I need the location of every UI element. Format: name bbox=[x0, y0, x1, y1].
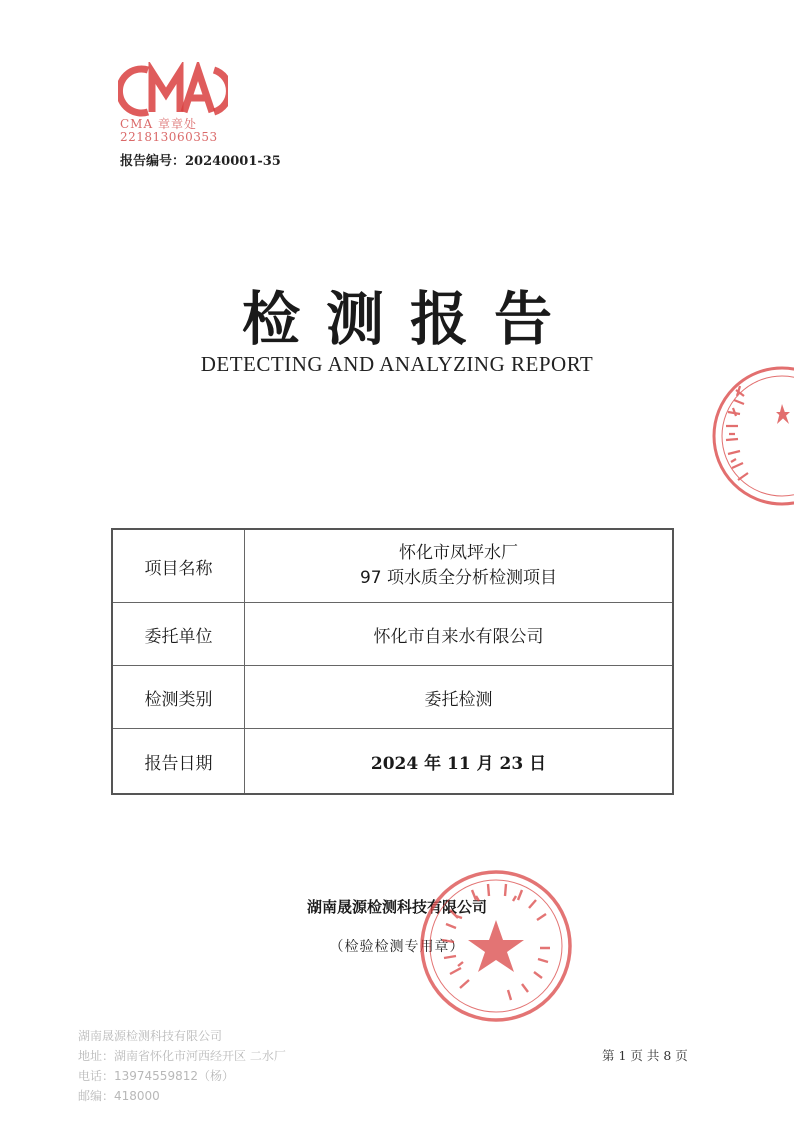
report-date-label: 报告日期 bbox=[112, 729, 245, 795]
report-info-table bbox=[111, 528, 674, 795]
project-name-label: 项目名称 bbox=[112, 529, 245, 603]
company-seal-right-icon bbox=[706, 360, 794, 512]
cma-label: CMA 章章处 bbox=[120, 117, 197, 131]
inspection-seal-icon bbox=[416, 866, 576, 1026]
footer-company: 湖南晟源检测科技有限公司 bbox=[78, 1029, 223, 1043]
client-label: 委托单位 bbox=[112, 603, 245, 666]
project-name-line1: 怀化市凤坪水厂 bbox=[399, 543, 518, 563]
client-value: 怀化市自来水有限公司 bbox=[245, 603, 674, 666]
table-row bbox=[112, 729, 673, 795]
seal-note: （检验检测专用章） bbox=[329, 939, 465, 955]
project-name-value bbox=[245, 529, 674, 603]
report-date-value: 2024 年 11 月 23 日 bbox=[245, 729, 674, 795]
page-indicator: 第 1 页 共 8 页 bbox=[602, 1048, 688, 1063]
test-type-label: 检测类别 bbox=[112, 666, 245, 729]
issuing-company: 湖南晟源检测科技有限公司 bbox=[306, 898, 487, 916]
cma-logo-icon bbox=[118, 62, 228, 120]
project-name-line2: 97 项水质全分析检测项目 bbox=[359, 568, 558, 588]
report-title-cn: 检测报告 bbox=[241, 285, 578, 353]
table-row bbox=[112, 603, 673, 666]
test-type-value: 委托检测 bbox=[245, 666, 674, 729]
footer-postcode: 邮编：418000 bbox=[78, 1089, 160, 1103]
table-row bbox=[112, 666, 673, 729]
report-title-en: DETECTING AND ANALYZING REPORT bbox=[200, 352, 594, 376]
footer-contact bbox=[78, 1026, 286, 1106]
cma-cert-number: 221813060353 bbox=[120, 130, 218, 144]
footer-address: 地址：湖南省怀化市河西经开区 二水厂 bbox=[78, 1049, 286, 1063]
footer-phone: 电话：13974559812（杨） bbox=[78, 1069, 234, 1083]
cma-stamp-text bbox=[120, 118, 218, 144]
report-number: 报告编号：20240001-35 bbox=[120, 154, 281, 169]
table-row bbox=[112, 529, 673, 603]
